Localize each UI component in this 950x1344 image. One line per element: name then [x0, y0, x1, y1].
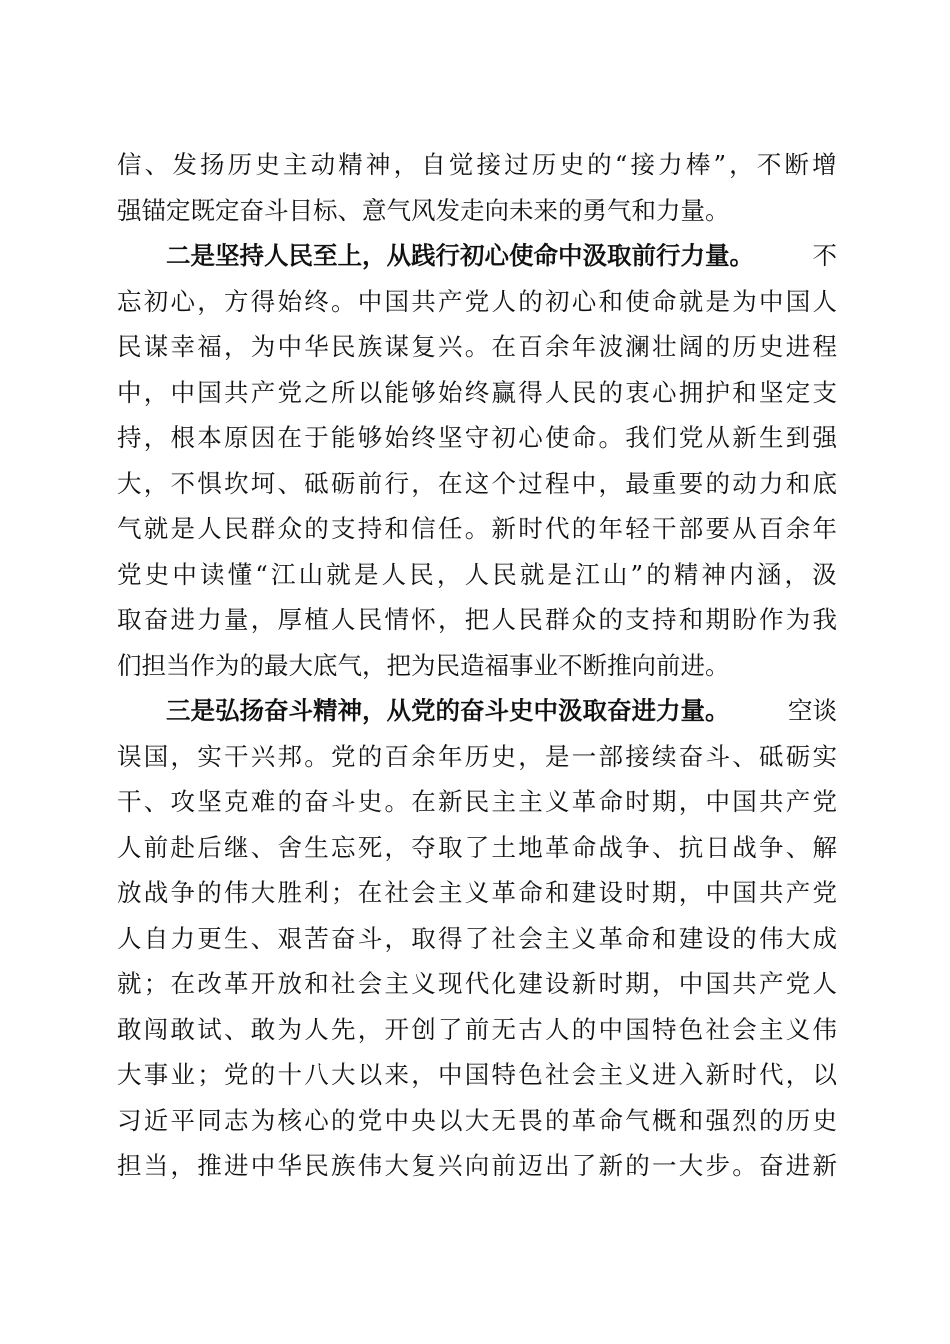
text-line: 敢 闯 敢 试 、 敢 为 人 先 ， 开 创 了 前 无 古 人 的 中 国 特 色 社 会 主 义 伟 — [117, 1014, 837, 1044]
text-line: 们担当作为的最大底气，把为民造福事业不断推向前进。 — [117, 650, 730, 680]
text-line: 人 前 赴 后 继 、 舍 生 忘 死 ， 夺 取 了 土 地 革 命 战 争 、 抗 日 战 争 、 解 — [117, 832, 837, 862]
paragraph-first-line — [117, 688, 837, 734]
text-line: 干 、 攻 坚 克 难 的 奋 斗 史 。 在 新 民 主 主 义 革 命 时 期 ， 中 国 共 产 党 — [117, 787, 837, 816]
text-fragment: 空谈 — [788, 696, 837, 725]
paragraph-heading: 三是弘扬奋斗精神，从党的奋斗史中汲取奋进力量。 — [166, 696, 730, 725]
text-line: 中 ， 中 国 共 产 党 之 所 以 能 够 始 终 赢 得 人 民 的 衷 心 拥 护 和 坚 定 支 — [117, 377, 837, 407]
text-line: 取 奋 进 力 量 ， 厚 植 人 民 情 怀 ， 把 人 民 群 众 的 支 持 和 期 盼 作 为 我 — [117, 605, 837, 634]
text-line: 信 、 发 扬 历 史 主 动 精 神 ， 自 觉 接 过 历 史 的 “ 接 力 棒 ” ， 不 断 增 — [117, 150, 837, 179]
text-line: 民 谋 幸 福 ， 为 中 华 民 族 谋 复 兴 。 在 百 余 年 波 澜 壮 阔 的 历 史 进 程 — [117, 332, 837, 361]
paragraph-first-line — [117, 233, 837, 279]
text-line: 就 ； 在 改 革 开 放 和 社 会 主 义 现 代 化 建 设 新 时 期 ， 中 国 共 产 党 人 — [117, 969, 837, 998]
text-line: 放 战 争 的 伟 大 胜 利 ； 在 社 会 主 义 革 命 和 建 设 时 期 ， 中 国 共 产 党 — [117, 878, 837, 907]
text-line: 人 自 力 更 生 、 艰 苦 奋 斗 ， 取 得 了 社 会 主 义 革 命 和 建 设 的 伟 大 成 — [117, 923, 837, 953]
text-line: 气 就 是 人 民 群 众 的 支 持 和 信 任 。 新 时 代 的 年 轻 干 部 要 从 百 余 年 — [117, 514, 837, 543]
text-line: 党 史 中 读 懂 “ 江 山 就 是 人 民 ， 人 民 就 是 江 山 ” 的 精 神 内 涵 ， 汲 — [117, 559, 837, 589]
text-line: 强锚定既定奋斗目标、意气风发走向未来的勇气和力量。 — [117, 195, 730, 225]
text-line: 持 ， 根 本 原 因 在 于 能 够 始 终 坚 守 初 心 使 命 。 我 们 党 从 新 生 到 强 — [117, 423, 837, 452]
text-line: 担 当 ， 推 进 中 华 民 族 伟 大 复 兴 向 前 迈 出 了 新 的 一 大 步 。 奋 进 新 — [117, 1151, 837, 1180]
body-text — [117, 142, 837, 1189]
text-line: 习 近 平 同 志 为 核 心 的 党 中 央 以 大 无 畏 的 革 命 气 概 和 强 烈 的 历 史 — [117, 1105, 837, 1135]
text-line: 忘 初 心 ， 方 得 始 终 。 中 国 共 产 党 人 的 初 心 和 使 命 就 是 为 中 国 人 — [117, 286, 837, 316]
text-line: 大 ， 不 惧 坎 坷 、 砥 砺 前 行 ， 在 这 个 过 程 中 ， 最 重 要 的 动 力 和 底 — [117, 468, 837, 498]
text-fragment: 不 — [812, 241, 837, 270]
paragraph-heading: 二是坚持人民至上，从践行初心使命中汲取前行力量。 — [166, 241, 754, 270]
text-line: 误 国 ， 实 干 兴 邦 。 党 的 百 余 年 历 史 ， 是 一 部 接 续 奋 斗 、 砥 砺 实 — [117, 741, 837, 771]
text-line: 大 事 业 ； 党 的 十 八 大 以 来 ， 中 国 特 色 社 会 主 义 进 入 新 时 代 ， 以 — [117, 1060, 837, 1089]
